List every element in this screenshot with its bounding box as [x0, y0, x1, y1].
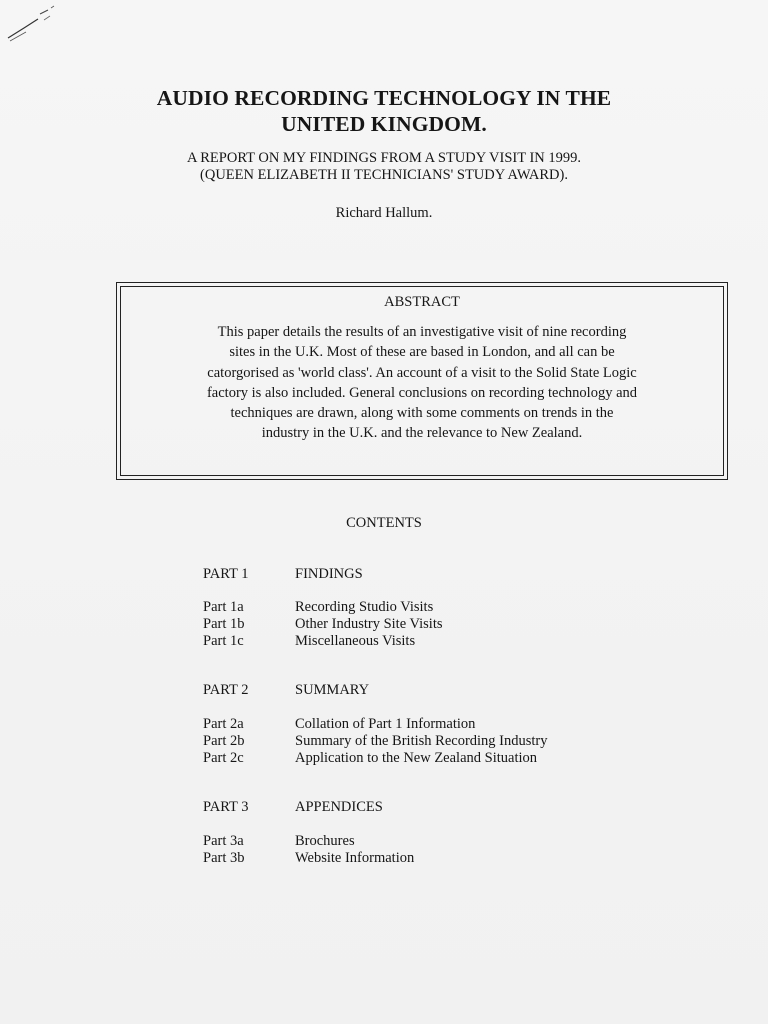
toc-part-number: PART 2 — [203, 682, 249, 698]
toc-entry-title: Miscellaneous Visits — [295, 633, 416, 649]
toc-entry-number: Part 1c — [203, 633, 244, 649]
toc-entry — [0, 850, 768, 867]
pen-mark-scribble — [4, 4, 64, 44]
toc-entry-title: Application to the New Zealand Situation — [295, 750, 538, 766]
toc-entry-title: Recording Studio Visits — [295, 599, 434, 615]
abstract-line: sites in the U.K. Most of these are based in London, and all can be — [229, 344, 615, 361]
abstract-line: This paper details the results of an investigative visit of nine recording — [217, 324, 627, 340]
toc-entry-number: Part 2a — [203, 716, 244, 732]
subtitle-line-1: A REPORT ON MY FINDINGS FROM A STUDY VISIT IN 1999. — [186, 150, 582, 166]
document-title-line-2: UNITED KINGDOM. — [281, 112, 487, 136]
toc-part-heading — [0, 682, 768, 699]
toc-entry-number: Part 3b — [203, 850, 245, 866]
abstract-heading: ABSTRACT — [384, 294, 460, 310]
toc-part-heading — [0, 799, 768, 816]
toc-entry-number: Part 2c — [203, 750, 244, 766]
toc-entry-number: Part 2b — [203, 733, 245, 749]
toc-entry-number: Part 1b — [203, 616, 245, 632]
abstract-line: factory is also included. General conclusions on recording technology and — [206, 384, 638, 401]
toc-entry — [0, 599, 768, 616]
abstract-box — [116, 282, 728, 480]
toc-part-title: FINDINGS — [295, 566, 363, 582]
toc-part-number: PART 1 — [203, 566, 249, 582]
contents-heading: CONTENTS — [346, 515, 422, 531]
toc-entry — [0, 716, 768, 733]
document-title-line-1: AUDIO RECORDING TECHNOLOGY IN THE — [156, 86, 612, 110]
toc-entry — [0, 750, 768, 767]
toc-entry-title: Summary of the British Recording Industry — [295, 733, 548, 749]
toc-part-title: APPENDICES — [295, 799, 383, 815]
toc-part-heading — [0, 566, 768, 583]
toc-entry-title: Brochures — [295, 833, 355, 849]
toc-entry-number: Part 1a — [203, 599, 244, 615]
toc-entry — [0, 733, 768, 750]
toc-entry-title: Other Industry Site Visits — [295, 616, 443, 632]
toc-part-title: SUMMARY — [295, 682, 370, 698]
subtitle-line-2: (QUEEN ELIZABETH II TECHNICIANS' STUDY AWARD). — [200, 167, 568, 183]
toc-entry-title: Website Information — [295, 850, 415, 866]
author-name: Richard Hallum. — [335, 205, 433, 221]
toc-entry — [0, 633, 768, 650]
toc-entry-number: Part 3a — [203, 833, 244, 849]
toc-entry-title: Collation of Part 1 Information — [295, 716, 476, 732]
toc-entry — [0, 616, 768, 633]
toc-entry — [0, 833, 768, 850]
toc-part-number: PART 3 — [203, 799, 249, 815]
abstract-line: industry in the U.K. and the relevance to New Zealand. — [261, 425, 583, 442]
abstract-text — [117, 322, 727, 444]
abstract-line: catorgorised as 'world class'. An account of a visit to the Solid State Logic — [207, 364, 637, 381]
abstract-line: techniques are drawn, along with some comments on trends in the — [230, 405, 614, 422]
